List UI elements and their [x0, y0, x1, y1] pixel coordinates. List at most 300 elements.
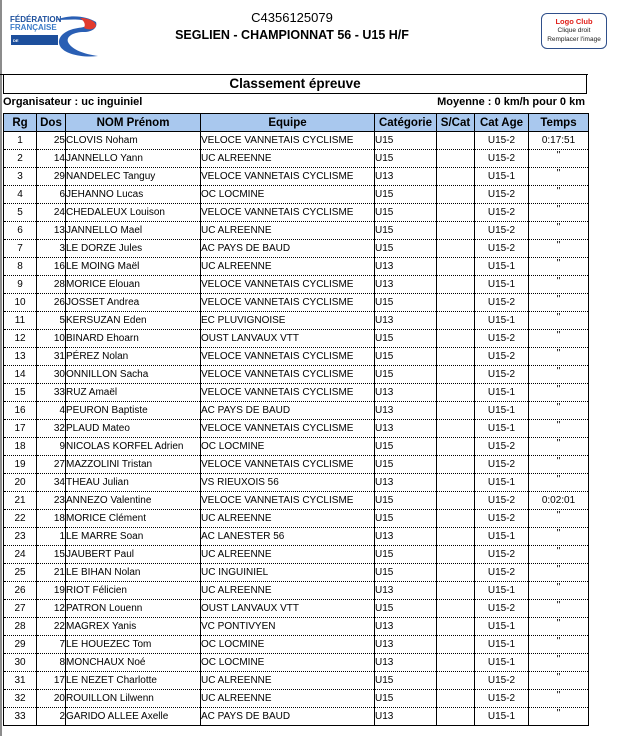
- table-row: [4, 276, 589, 294]
- cell-category: U13: [375, 474, 437, 492]
- cell-age-category: U15-1: [475, 168, 529, 186]
- cell-category: U15: [375, 294, 437, 312]
- event-code-text: C4356125079: [251, 10, 333, 25]
- cell-time: ": [529, 312, 589, 330]
- organiser-label: Organisateur : uc inguiniel: [3, 96, 143, 108]
- cell-bib: 4: [37, 402, 66, 420]
- cell-category: U13: [375, 276, 437, 294]
- cell-category: U15: [375, 366, 437, 384]
- cell-team: VELOCE VANNETAIS CYCLISME: [201, 456, 375, 474]
- cell-category: U15: [375, 546, 437, 564]
- cell-team: UC ALREENNE: [201, 510, 375, 528]
- cell-time: ": [529, 672, 589, 690]
- cell-age-category: U15-2: [475, 690, 529, 708]
- cell-age-category: U15-1: [475, 582, 529, 600]
- cell-subcategory: [437, 564, 475, 582]
- column-header-name: NOM Prénom: [66, 114, 201, 132]
- ffc-logo-prefix: DE: [13, 38, 19, 43]
- column-header-category: Catégorie: [375, 114, 437, 132]
- column-header-team: Equipe: [201, 114, 375, 132]
- cell-time: ": [529, 654, 589, 672]
- cell-rank: 8: [4, 258, 37, 276]
- cell-bib: 8: [37, 654, 66, 672]
- cell-time: ": [529, 204, 589, 222]
- cell-name: JAUBERT Paul: [66, 546, 201, 564]
- cell-team: UC ALREENNE: [201, 546, 375, 564]
- table-row: [4, 312, 589, 330]
- cell-age-category: U15-2: [475, 492, 529, 510]
- cell-time: ": [529, 528, 589, 546]
- club-logo-line1: Clique droit: [557, 27, 591, 34]
- cell-team: VELOCE VANNETAIS CYCLISME: [201, 168, 375, 186]
- cell-subcategory: [437, 672, 475, 690]
- cell-category: U15: [375, 330, 437, 348]
- cell-age-category: U15-2: [475, 600, 529, 618]
- cell-category: U15: [375, 510, 437, 528]
- cell-team: VC PONTIVYEN: [201, 618, 375, 636]
- cell-time: ": [529, 474, 589, 492]
- cell-subcategory: [437, 294, 475, 312]
- cell-time: ": [529, 438, 589, 456]
- cell-subcategory: [437, 420, 475, 438]
- table-header-row: [4, 114, 589, 132]
- cell-time: ": [529, 636, 589, 654]
- cell-name: MAZZOLINI Tristan: [66, 456, 201, 474]
- cell-time: ": [529, 546, 589, 564]
- cell-age-category: U15-2: [475, 150, 529, 168]
- cell-subcategory: [437, 222, 475, 240]
- cell-category: U15: [375, 132, 437, 150]
- cell-age-category: U15-2: [475, 330, 529, 348]
- cell-bib: 3: [37, 240, 66, 258]
- cell-time: ": [529, 456, 589, 474]
- cell-subcategory: [437, 510, 475, 528]
- cell-time: ": [529, 420, 589, 438]
- cell-rank: 29: [4, 636, 37, 654]
- cell-team: VELOCE VANNETAIS CYCLISME: [201, 348, 375, 366]
- cell-team: OC LOCMINE: [201, 654, 375, 672]
- cell-bib: 20: [37, 690, 66, 708]
- cell-name: NICOLAS KORFEL Adrien: [66, 438, 201, 456]
- cell-name: LE HOUEZEC Tom: [66, 636, 201, 654]
- table-row: [4, 582, 589, 600]
- cell-rank: 3: [4, 168, 37, 186]
- cell-age-category: U15-1: [475, 384, 529, 402]
- cell-subcategory: [437, 276, 475, 294]
- cell-rank: 24: [4, 546, 37, 564]
- cell-name: GARIDO ALLEE Axelle: [66, 708, 201, 726]
- cell-bib: 21: [37, 564, 66, 582]
- table-row: [4, 492, 589, 510]
- cell-time: ": [529, 150, 589, 168]
- cell-age-category: U15-1: [475, 528, 529, 546]
- club-logo-title: Logo Club: [555, 17, 593, 26]
- cell-time: ": [529, 294, 589, 312]
- cell-category: U13: [375, 402, 437, 420]
- cell-category: U13: [375, 312, 437, 330]
- cell-bib: 1: [37, 528, 66, 546]
- cell-name: LE MOING Maël: [66, 258, 201, 276]
- cell-subcategory: [437, 132, 475, 150]
- cell-subcategory: [437, 546, 475, 564]
- table-row: [4, 420, 589, 438]
- cell-time: ": [529, 258, 589, 276]
- cell-name: CHEDALEUX Louison: [66, 204, 201, 222]
- cell-subcategory: [437, 204, 475, 222]
- cell-bib: 33: [37, 384, 66, 402]
- cell-age-category: U15-1: [475, 276, 529, 294]
- cell-name: JOSSET Andrea: [66, 294, 201, 312]
- cell-rank: 7: [4, 240, 37, 258]
- cell-category: U13: [375, 168, 437, 186]
- cell-subcategory: [437, 456, 475, 474]
- cell-bib: 16: [37, 258, 66, 276]
- cell-age-category: U15-2: [475, 348, 529, 366]
- cell-team: UC ALREENNE: [201, 690, 375, 708]
- cell-age-category: U15-1: [475, 618, 529, 636]
- cell-bib: 7: [37, 636, 66, 654]
- cell-bib: 30: [37, 366, 66, 384]
- cell-rank: 17: [4, 420, 37, 438]
- cell-age-category: U15-2: [475, 132, 529, 150]
- cell-subcategory: [437, 600, 475, 618]
- cell-subcategory: [437, 384, 475, 402]
- cell-team: VELOCE VANNETAIS CYCLISME: [201, 132, 375, 150]
- cell-category: U15: [375, 204, 437, 222]
- cell-category: U13: [375, 636, 437, 654]
- cell-team: AC PAYS DE BAUD: [201, 240, 375, 258]
- cell-rank: 6: [4, 222, 37, 240]
- cell-subcategory: [437, 402, 475, 420]
- cell-age-category: U15-1: [475, 420, 529, 438]
- table-row: [4, 528, 589, 546]
- cell-team: AC PAYS DE BAUD: [201, 708, 375, 726]
- cell-team: OC LOCMINE: [201, 636, 375, 654]
- cell-age-category: U15-1: [475, 474, 529, 492]
- cell-bib: 13: [37, 222, 66, 240]
- column-header-age-category: Cat Age: [475, 114, 529, 132]
- cell-bib: 10: [37, 330, 66, 348]
- cell-category: U13: [375, 708, 437, 726]
- cell-age-category: U15-2: [475, 546, 529, 564]
- table-row: [4, 546, 589, 564]
- cell-age-category: U15-2: [475, 294, 529, 312]
- cell-age-category: U15-2: [475, 222, 529, 240]
- cell-age-category: U15-2: [475, 510, 529, 528]
- cell-time: ": [529, 510, 589, 528]
- table-row: [4, 564, 589, 582]
- cell-name: NANDELEC Tanguy: [66, 168, 201, 186]
- cell-name: PLAUD Mateo: [66, 420, 201, 438]
- cell-bib: 15: [37, 546, 66, 564]
- cell-age-category: U15-1: [475, 636, 529, 654]
- cell-bib: 29: [37, 168, 66, 186]
- cell-category: U13: [375, 618, 437, 636]
- cell-time: ": [529, 708, 589, 726]
- table-row: [4, 330, 589, 348]
- cell-age-category: U15-1: [475, 654, 529, 672]
- cell-category: U13: [375, 528, 437, 546]
- cell-category: U15: [375, 456, 437, 474]
- table-row: [4, 186, 589, 204]
- cell-name: LE MARRE Soan: [66, 528, 201, 546]
- table-row: [4, 690, 589, 708]
- cell-bib: 27: [37, 456, 66, 474]
- cell-team: OUST LANVAUX VTT: [201, 600, 375, 618]
- cell-name: MAGREX Yanis: [66, 618, 201, 636]
- cell-age-category: U15-2: [475, 672, 529, 690]
- table-row: [4, 348, 589, 366]
- cell-name: PÉREZ Nolan: [66, 348, 201, 366]
- table-row: [4, 366, 589, 384]
- cell-subcategory: [437, 150, 475, 168]
- cell-team: AC LANESTER 56: [201, 528, 375, 546]
- table-row: [4, 240, 589, 258]
- cell-rank: 27: [4, 600, 37, 618]
- table-row: [4, 168, 589, 186]
- cell-rank: 31: [4, 672, 37, 690]
- ffc-logo-line2: FRANÇAISE: [10, 23, 57, 32]
- cell-category: U15: [375, 348, 437, 366]
- cell-bib: 32: [37, 420, 66, 438]
- event-code: [0, 10, 624, 25]
- page-left-border: [0, 0, 2, 736]
- cell-team: OUST LANVAUX VTT: [201, 330, 375, 348]
- cell-time: ": [529, 240, 589, 258]
- cell-subcategory: [437, 240, 475, 258]
- cell-team: VELOCE VANNETAIS CYCLISME: [201, 492, 375, 510]
- cell-age-category: U15-2: [475, 186, 529, 204]
- cell-subcategory: [437, 474, 475, 492]
- cell-subcategory: [437, 168, 475, 186]
- cell-name: ANNEZO Valentine: [66, 492, 201, 510]
- cell-team: VELOCE VANNETAIS CYCLISME: [201, 384, 375, 402]
- cell-team: VELOCE VANNETAIS CYCLISME: [201, 294, 375, 312]
- table-row: [4, 204, 589, 222]
- cell-rank: 5: [4, 204, 37, 222]
- cell-team: VELOCE VANNETAIS CYCLISME: [201, 276, 375, 294]
- cell-team: AC PAYS DE BAUD: [201, 402, 375, 420]
- cell-subcategory: [437, 636, 475, 654]
- average-speed-label: Moyenne : 0 km/h pour 0 km: [437, 96, 585, 108]
- cell-name: CLOVIS Noham: [66, 132, 201, 150]
- cell-category: U13: [375, 420, 437, 438]
- cell-time: 0:02:01: [529, 492, 589, 510]
- ffc-logo-line3: CYCLISME: [13, 46, 52, 55]
- cell-team: EC PLUVIGNOISE: [201, 312, 375, 330]
- cell-rank: 14: [4, 366, 37, 384]
- section-title: Classement épreuve: [3, 74, 587, 94]
- club-logo-line2: Remplacer l'image: [547, 36, 601, 43]
- cell-subcategory: [437, 438, 475, 456]
- table-row: [4, 708, 589, 726]
- cell-team: UC ALREENNE: [201, 150, 375, 168]
- cell-rank: 26: [4, 582, 37, 600]
- cell-rank: 28: [4, 618, 37, 636]
- cell-category: U15: [375, 186, 437, 204]
- cell-subcategory: [437, 528, 475, 546]
- table-row: [4, 132, 589, 150]
- cell-name: LE BIHAN Nolan: [66, 564, 201, 582]
- cell-time: ": [529, 186, 589, 204]
- cell-time: ": [529, 348, 589, 366]
- cell-bib: 5: [37, 312, 66, 330]
- table-row: [4, 654, 589, 672]
- cell-subcategory: [437, 366, 475, 384]
- cell-time: ": [529, 402, 589, 420]
- table-row: [4, 402, 589, 420]
- cell-bib: 17: [37, 672, 66, 690]
- cell-age-category: U15-2: [475, 456, 529, 474]
- cell-rank: 9: [4, 276, 37, 294]
- table-row: [4, 618, 589, 636]
- cell-bib: 34: [37, 474, 66, 492]
- cell-rank: 11: [4, 312, 37, 330]
- cell-name: MONCHAUX Noé: [66, 654, 201, 672]
- cell-time: ": [529, 600, 589, 618]
- cell-rank: 16: [4, 402, 37, 420]
- cell-bib: 12: [37, 600, 66, 618]
- cell-rank: 18: [4, 438, 37, 456]
- cell-team: UC ALREENNE: [201, 222, 375, 240]
- cell-time: ": [529, 618, 589, 636]
- cell-time: ": [529, 564, 589, 582]
- cell-subcategory: [437, 708, 475, 726]
- table-row: [4, 600, 589, 618]
- cell-category: U15: [375, 672, 437, 690]
- cell-bib: 23: [37, 492, 66, 510]
- cell-name: KERSUZAN Eden: [66, 312, 201, 330]
- cell-category: U15: [375, 438, 437, 456]
- cell-rank: 32: [4, 690, 37, 708]
- cell-subcategory: [437, 330, 475, 348]
- cell-category: U13: [375, 258, 437, 276]
- table-row: [4, 636, 589, 654]
- table-row: [4, 222, 589, 240]
- cell-rank: 4: [4, 186, 37, 204]
- table-row: [4, 456, 589, 474]
- table-row: [4, 438, 589, 456]
- cell-bib: 24: [37, 204, 66, 222]
- table-row: [4, 474, 589, 492]
- cell-rank: 25: [4, 564, 37, 582]
- cell-name: MORICE Clément: [66, 510, 201, 528]
- cell-subcategory: [437, 348, 475, 366]
- cell-team: OC LOCMINE: [201, 438, 375, 456]
- cell-rank: 10: [4, 294, 37, 312]
- cell-category: U15: [375, 492, 437, 510]
- cell-category: U13: [375, 654, 437, 672]
- cell-age-category: U15-1: [475, 258, 529, 276]
- club-logo-placeholder[interactable]: [541, 13, 607, 49]
- cell-bib: 22: [37, 618, 66, 636]
- cell-bib: 19: [37, 582, 66, 600]
- cell-team: UC INGUINIEL: [201, 564, 375, 582]
- cell-subcategory: [437, 186, 475, 204]
- cell-bib: 14: [37, 150, 66, 168]
- cell-subcategory: [437, 690, 475, 708]
- cell-rank: 33: [4, 708, 37, 726]
- cell-category: U15: [375, 564, 437, 582]
- cell-rank: 13: [4, 348, 37, 366]
- cell-time: ": [529, 222, 589, 240]
- cell-time: ": [529, 276, 589, 294]
- cell-rank: 19: [4, 456, 37, 474]
- cell-rank: 2: [4, 150, 37, 168]
- cell-rank: 30: [4, 654, 37, 672]
- cell-name: THEAU Julian: [66, 474, 201, 492]
- cell-age-category: U15-2: [475, 204, 529, 222]
- cell-team: UC ALREENNE: [201, 258, 375, 276]
- cell-rank: 12: [4, 330, 37, 348]
- cell-age-category: U15-1: [475, 708, 529, 726]
- cell-bib: 18: [37, 510, 66, 528]
- column-header-subcategory: S/Cat: [437, 114, 475, 132]
- table-row: [4, 510, 589, 528]
- cell-name: ROUILLON Lilwenn: [66, 690, 201, 708]
- cell-team: UC ALREENNE: [201, 582, 375, 600]
- cell-rank: 21: [4, 492, 37, 510]
- event-title: [0, 28, 624, 42]
- event-title-text: SEGLIEN - CHAMPIONNAT 56 - U15 H/F: [175, 28, 409, 42]
- cell-subcategory: [437, 258, 475, 276]
- cell-name: JANNELLO Mael: [66, 222, 201, 240]
- cell-team: VELOCE VANNETAIS CYCLISME: [201, 204, 375, 222]
- cell-team: VELOCE VANNETAIS CYCLISME: [201, 420, 375, 438]
- cell-team: VELOCE VANNETAIS CYCLISME: [201, 366, 375, 384]
- cell-name: RUZ Amaël: [66, 384, 201, 402]
- cell-rank: 1: [4, 132, 37, 150]
- cell-name: LE DORZE Jules: [66, 240, 201, 258]
- cell-bib: 28: [37, 276, 66, 294]
- cell-category: U15: [375, 600, 437, 618]
- cell-name: PEURON Baptiste: [66, 402, 201, 420]
- table-row: [4, 384, 589, 402]
- cell-name: MORICE Elouan: [66, 276, 201, 294]
- cell-time: ": [529, 366, 589, 384]
- cell-age-category: U15-2: [475, 366, 529, 384]
- cell-name: RIOT Félicien: [66, 582, 201, 600]
- cell-age-category: U15-2: [475, 564, 529, 582]
- cell-bib: 26: [37, 294, 66, 312]
- cell-bib: 6: [37, 186, 66, 204]
- cell-category: U15: [375, 240, 437, 258]
- cell-age-category: U15-1: [475, 402, 529, 420]
- column-header-rank: Rg: [4, 114, 37, 132]
- cell-category: U13: [375, 384, 437, 402]
- cell-rank: 15: [4, 384, 37, 402]
- cell-category: U13: [375, 582, 437, 600]
- ffc-logo-line1: FÉDÉRATION: [10, 15, 62, 24]
- cell-rank: 20: [4, 474, 37, 492]
- cell-category: U15: [375, 690, 437, 708]
- cell-team: VS RIEUXOIS 56: [201, 474, 375, 492]
- cell-subcategory: [437, 492, 475, 510]
- table-row: [4, 294, 589, 312]
- cell-name: JEHANNO Lucas: [66, 186, 201, 204]
- cell-time: 0:17:51: [529, 132, 589, 150]
- table-row: [4, 258, 589, 276]
- cell-category: U15: [375, 150, 437, 168]
- cell-bib: 2: [37, 708, 66, 726]
- cell-category: U15: [375, 222, 437, 240]
- cell-time: ": [529, 582, 589, 600]
- cell-name: ONNILLON Sacha: [66, 366, 201, 384]
- cell-team: OC LOCMINE: [201, 186, 375, 204]
- cell-bib: 31: [37, 348, 66, 366]
- cell-age-category: U15-2: [475, 438, 529, 456]
- cell-team: UC ALREENNE: [201, 672, 375, 690]
